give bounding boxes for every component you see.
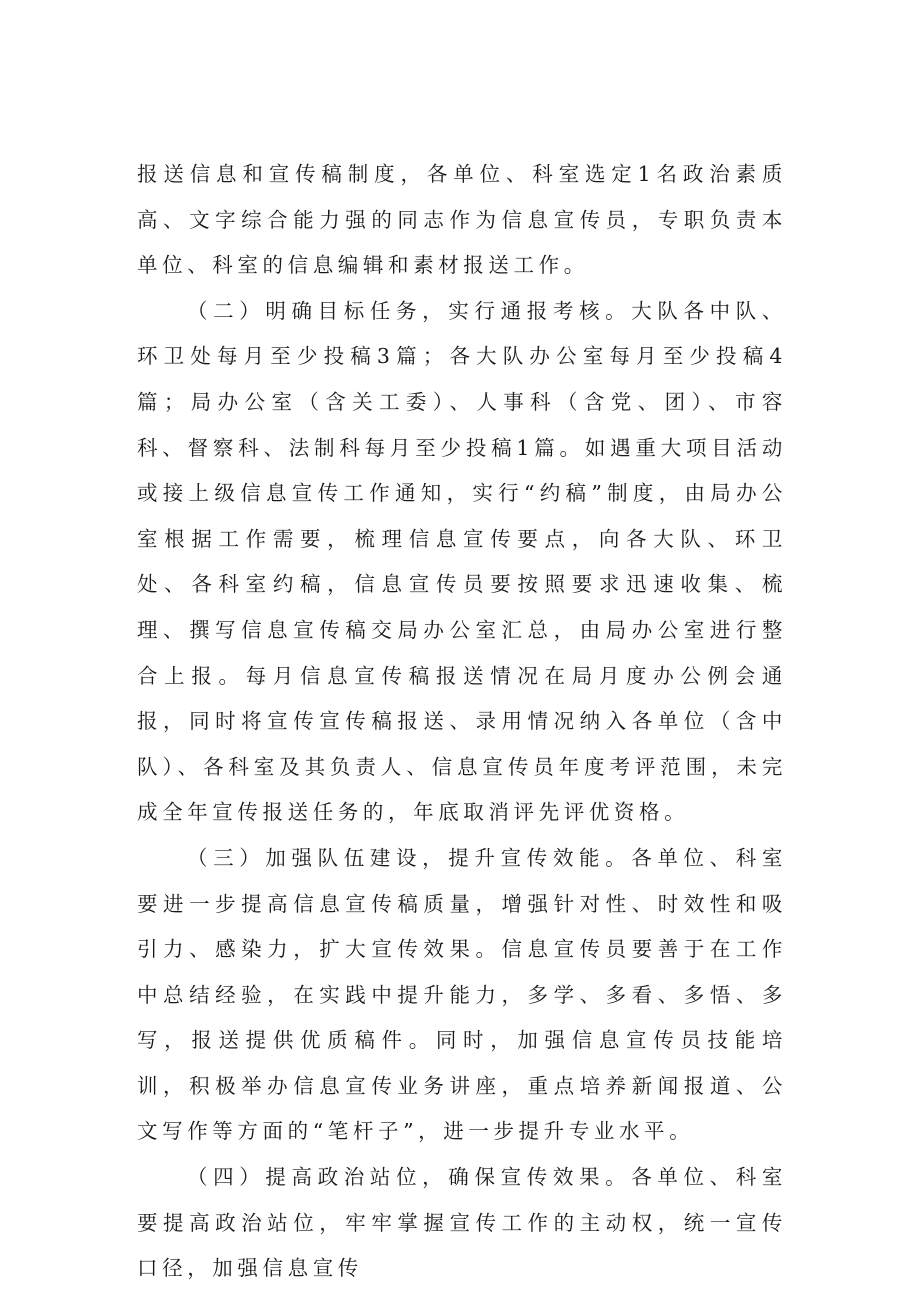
paragraph-continuation: 报送信息和宣传稿制度，各单位、科室选定1名政治素质高、文字综合能力强的同志作为信息宣传员，专职负责本单位、科室的信息编辑和素材报送工作。 <box>137 162 787 278</box>
document-body <box>137 152 787 1292</box>
paragraph-section-4: （四）提高政治站位，确保宣传效果。各单位、科室要提高政治站位，牢牢掌握宣传工作的主动权，统一宣传口径，加强信息宣传 <box>137 1165 787 1281</box>
paragraph-section-2: （二）明确目标任务，实行通报考核。大队各中队、环卫处每月至少投稿3篇；各大队办公室每月至少投稿4篇；局办公室（含关工委）、人事科（含党、团）、市容科、督察科、法制科每月至少投稿1篇。如遇重大项目活动或接上级信息宣传工作通知，实行“约稿”制度，由局办公室根据工作需要，梳理信息宣传要点，向各大队、环卫处、各科室约稿，信息宣传员要按照要求迅速收集、梳理、撰写信息宣传稿交局办公室汇总，由局办公室进行整合上报。每月信息宣传稿报送情况在局月度办公例会通报，同时将宣传宣传稿报送、录用情况纳入各单位（含中队）、各科室及其负责人、信息宣传员年度考评范围，未完成全年宣传报送任务的，年底取消评先评优资格。 <box>137 298 787 825</box>
paragraph-section-3: （三）加强队伍建设，提升宣传效能。各单位、科室要进一步提高信息宣传稿质量，增强针对性、时效性和吸引力、感染力，扩大宣传效果。信息宣传员要善于在工作中总结经验，在实践中提升能力，多学、多看、多悟、多写，报送提供优质稿件。同时，加强信息宣传员技能培训，积极举办信息宣传业务讲座，重点培养新闻报道、公文写作等方面的“笔杆子”，进一步提升专业水平。 <box>137 845 787 1144</box>
